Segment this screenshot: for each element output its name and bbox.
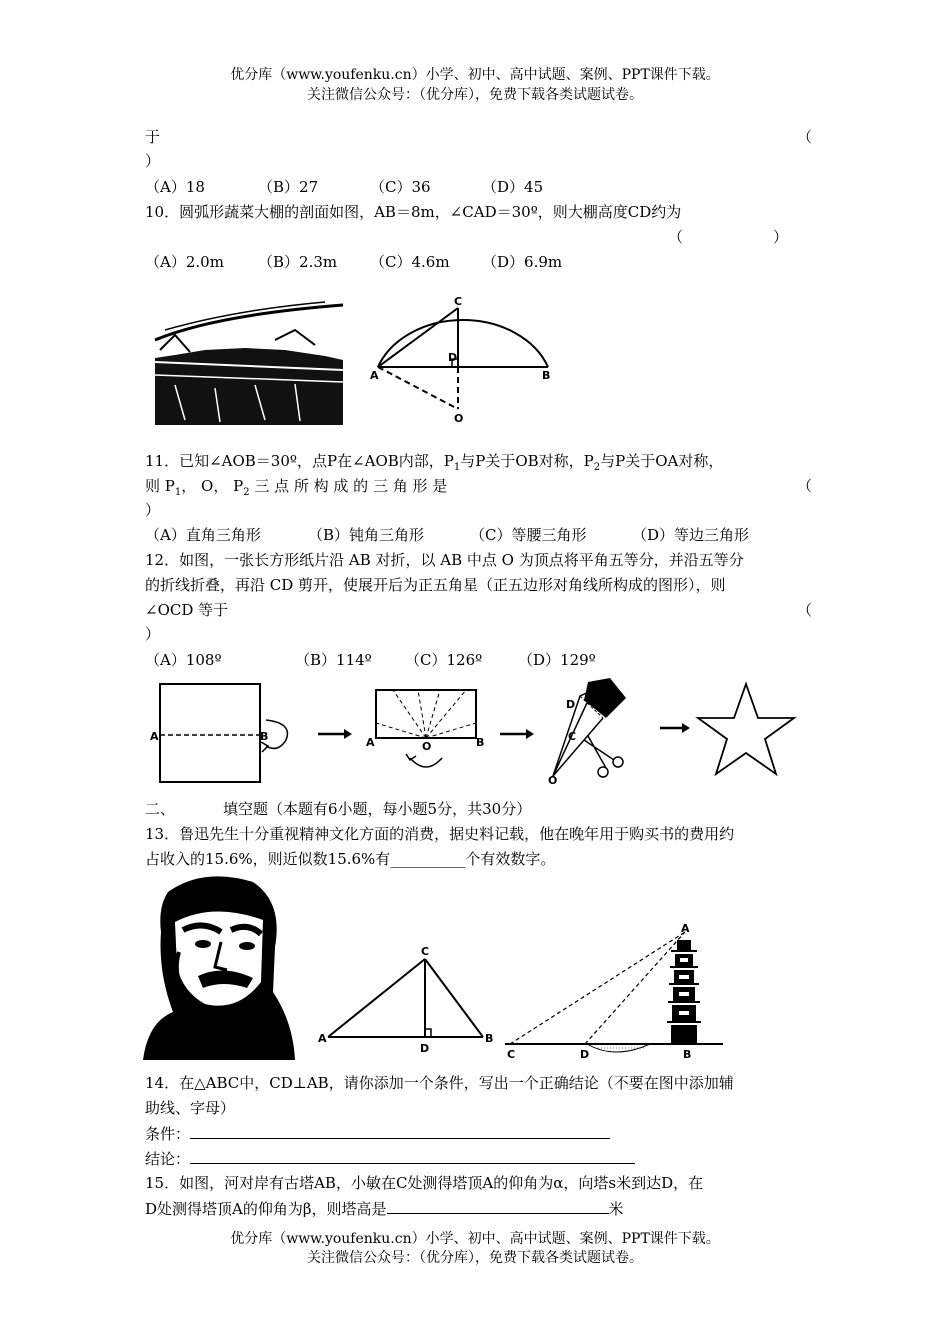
- tri-label-c: C: [421, 945, 430, 958]
- q12-option-c: （C）126º: [405, 651, 483, 669]
- tri-label-d: D: [420, 1042, 430, 1055]
- q12-paren-open: （: [797, 601, 813, 619]
- page-header-line2: 关注微信公众号：（优分库），免费下载各类试题试卷。: [307, 87, 643, 103]
- five-point-star: [698, 684, 794, 774]
- tower-label-d: D: [580, 1048, 590, 1061]
- fold-arrow-icon: [266, 720, 287, 748]
- q14-line1: 14．在△ABC中，CD⊥AB，请你添加一个条件，写出一个正确结论（不要在图中添加辅: [145, 1074, 734, 1092]
- q12-option-b: （B）114º: [295, 651, 372, 669]
- fig2-label-b: B: [476, 736, 485, 749]
- section2-heading: 二、 填空题（本题有6小题，每小题5分，共30分）: [145, 800, 532, 818]
- q10-paren: （ ）: [668, 228, 789, 246]
- q10-option-d: （D）6.9m: [482, 253, 563, 271]
- label-d: D: [448, 351, 458, 364]
- tower-label-c: C: [507, 1048, 516, 1061]
- q9-paren-open: （: [797, 128, 813, 146]
- fig3-label-d: D: [566, 698, 576, 711]
- q10-option-b: （B）2.3m: [258, 253, 338, 271]
- q11-option-b: （B）钝角三角形: [308, 526, 425, 544]
- q9-option-b: （B）27: [258, 178, 319, 196]
- triangle-abc-diagram: [318, 945, 498, 1055]
- fig3-label-o: O: [548, 774, 558, 787]
- label-c: C: [454, 295, 463, 308]
- q15-line1: 15．如图，河对岸有古塔AB，小敏在C处测得塔顶A的仰角为α，向塔s米到达D，在: [145, 1174, 704, 1192]
- q11-paren-open: （: [797, 477, 813, 495]
- page-footer-line2: 关注微信公众号：（优分库），免费下载各类试题试卷。: [307, 1250, 643, 1266]
- q13-answer-blank[interactable]: __________: [390, 850, 466, 868]
- fig1-label-b: B: [260, 730, 269, 743]
- q12-line1: 12．如图，一张长方形纸片沿 AB 对折，以 AB 中点 O 为顶点将平角五等分，并沿五等分: [145, 551, 744, 569]
- q14-line2: 助线、字母）: [145, 1099, 236, 1117]
- q11-option-c: （C）等腰三角形: [470, 526, 587, 544]
- q14-conclusion-blank[interactable]: [190, 1148, 635, 1164]
- q14-condition: 条件：: [145, 1123, 610, 1144]
- tower-label-b: B: [683, 1048, 692, 1061]
- q13-line2: 占收入的15.6%，则近似数15.6%有__________个有效数字。: [145, 850, 556, 868]
- q9-tail: 于: [145, 128, 161, 146]
- arc-greenhouse-diagram: [370, 295, 560, 425]
- label-b: B: [542, 369, 551, 382]
- q11-option-d: （D）等边三角形: [632, 526, 750, 544]
- q11-line2: 则 $P_1$， O， $P_2$ 三 点 所 构 成 的 三 角 形 是: [145, 477, 448, 498]
- tower-label-a: A: [681, 922, 690, 935]
- q9-paren-close: ）: [145, 152, 161, 170]
- q11-paren-close: ）: [145, 501, 161, 519]
- paper-folding-diagram: [148, 678, 798, 788]
- fig2-label-o: O: [422, 740, 432, 753]
- fold-arrow-icon: [410, 758, 442, 767]
- q12-line3: ∠OCD 等于: [145, 601, 229, 619]
- q10-option-a: （A）2.0m: [145, 253, 224, 271]
- q15-line2: D处测得塔顶A的仰角为β，则塔高是 米: [145, 1200, 624, 1218]
- q9-option-d: （D）45: [482, 178, 544, 196]
- q13-line1: 13．鲁迅先生十分重视精神文化方面的消费，据史料记载，他在晚年用于购买书的费用约: [145, 825, 735, 843]
- q10-option-c: （C）4.6m: [370, 253, 450, 271]
- tri-label-a: A: [318, 1032, 327, 1045]
- q15-answer-blank[interactable]: [387, 1198, 609, 1214]
- fig3-label-c: C: [568, 730, 577, 743]
- pagoda-icon: [667, 940, 701, 1044]
- q12-option-a: （A）108º: [145, 651, 222, 669]
- tri-label-b: B: [485, 1032, 494, 1045]
- label-a: A: [370, 369, 379, 382]
- q14-conclusion: 结论：: [145, 1148, 635, 1169]
- q12-paren-close: ）: [145, 625, 161, 643]
- page-footer-line1: 优分库（www.youfenku.cn）小学、初中、高中试题、案例、PPT课件下载。: [230, 1231, 720, 1247]
- q9-option-c: （C）36: [370, 178, 431, 196]
- ancient-tower-diagram: [505, 920, 725, 1060]
- q11-option-a: （A）直角三角形: [145, 526, 261, 544]
- q10-text: 10．圆弧形蔬菜大棚的剖面如图，AB＝8m，∠CAD＝30º，则大棚高度CD约为: [145, 203, 682, 221]
- q14-condition-blank[interactable]: [190, 1123, 610, 1139]
- q12-line2: 的折线折叠，再沿 CD 剪开，使展开后为正五角星（正五边形对角线所构成的图形），则: [145, 576, 726, 594]
- q11-line1: 11．已知∠AOB＝30º，点P在∠AOB内部，$P_1$与P关于OB对称，$P_2$与P关于OA对称，: [145, 452, 724, 473]
- label-o: O: [454, 412, 464, 425]
- page-header-line1: 优分库（www.youfenku.cn）小学、初中、高中试题、案例、PPT课件下载。: [230, 67, 720, 83]
- q9-option-a: （A）18: [145, 178, 205, 196]
- q12-option-d: （D）129º: [518, 651, 596, 669]
- lu-xun-portrait: [143, 872, 295, 1060]
- greenhouse-photo: [155, 300, 343, 425]
- fig1-label-a: A: [150, 730, 159, 743]
- scissors-icon: [584, 736, 623, 777]
- fig2-label-a: A: [366, 736, 375, 749]
